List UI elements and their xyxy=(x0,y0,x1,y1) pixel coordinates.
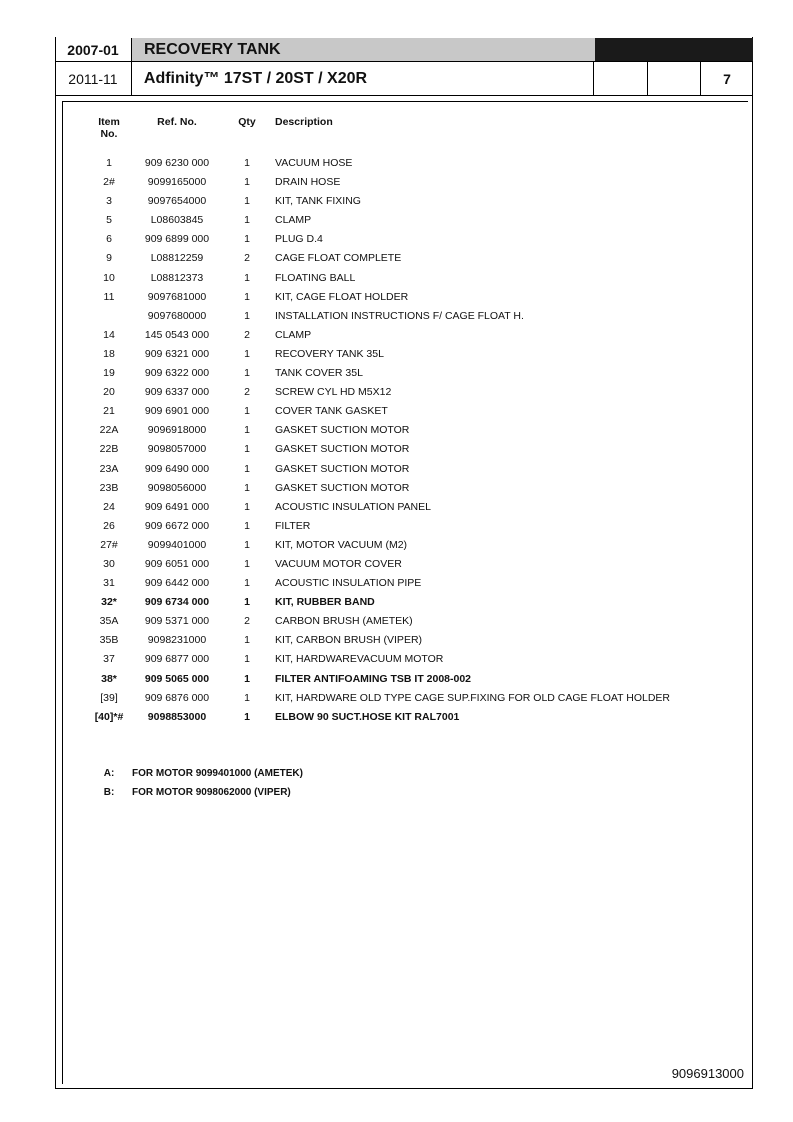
description: CAGE FLOAT COMPLETE xyxy=(275,252,402,265)
item-number: 23B xyxy=(99,481,119,494)
table-row xyxy=(0,634,793,653)
header-row-title xyxy=(55,38,753,61)
ref-number: 909 6877 000 xyxy=(144,653,210,666)
ref-number: 9099165000 xyxy=(147,176,207,189)
description: KIT, TANK FIXING xyxy=(275,195,361,208)
item-number: 35A xyxy=(99,615,119,628)
description: KIT, HARDWARE OLD TYPE CAGE SUP.FIXING FOR OLD CAGE FLOAT HOLDER xyxy=(275,691,670,704)
description: KIT, MOTOR VACUUM (M2) xyxy=(275,538,408,551)
ref-number: 909 6337 000 xyxy=(144,386,210,399)
table-row xyxy=(0,558,793,577)
quantity: 1 xyxy=(244,290,250,303)
item-number: 35B xyxy=(99,634,119,647)
note-text: FOR MOTOR 9098062000 (VIPER) xyxy=(132,787,291,798)
quantity: 2 xyxy=(244,328,250,341)
ref-number: 909 6322 000 xyxy=(144,367,210,380)
ref-number: 909 5371 000 xyxy=(144,615,210,628)
item-number: 14 xyxy=(103,328,115,341)
description: CLAMP xyxy=(275,214,312,227)
table-row xyxy=(0,252,793,271)
ref-number: 909 5065 000 xyxy=(144,672,210,685)
column-header-item-line1: Item xyxy=(98,116,120,128)
ref-number: L08812259 xyxy=(150,252,204,265)
description: CARBON BRUSH (AMETEK) xyxy=(275,615,413,628)
quantity: 1 xyxy=(244,424,250,437)
item-number: 22A xyxy=(99,424,119,437)
table-row xyxy=(0,157,793,176)
description: CLAMP xyxy=(275,328,312,341)
quantity: 1 xyxy=(244,347,250,360)
ref-number: 909 6321 000 xyxy=(144,347,210,360)
ref-number: L08603845 xyxy=(150,214,204,227)
item-number: 18 xyxy=(103,347,115,360)
description: KIT, CAGE FLOAT HOLDER xyxy=(275,290,409,303)
table-row xyxy=(0,577,793,596)
table-row xyxy=(0,310,793,329)
ref-number: 909 6876 000 xyxy=(144,691,210,704)
quantity: 2 xyxy=(244,386,250,399)
description: INSTALLATION INSTRUCTIONS F/ CAGE FLOAT H. xyxy=(275,309,524,322)
column-header-ref: Ref. No. xyxy=(157,116,197,128)
item-number: 3 xyxy=(106,195,112,208)
table-row xyxy=(0,233,793,252)
ref-number: 9098231000 xyxy=(147,634,207,647)
ref-number: 9098057000 xyxy=(147,443,207,456)
ref-number: 145 0543 000 xyxy=(144,328,210,341)
frame-bottom-line xyxy=(55,1088,753,1089)
description: SCREW CYL HD M5X12 xyxy=(275,386,392,399)
ref-number: 9097681000 xyxy=(147,290,207,303)
table-row xyxy=(0,272,793,291)
description: FILTER ANTIFOAMING TSB IT 2008-002 xyxy=(275,672,472,685)
item-number: 20 xyxy=(103,386,115,399)
description: KIT, RUBBER BAND xyxy=(275,596,375,609)
item-number: 23A xyxy=(99,462,119,475)
table-row xyxy=(0,214,793,233)
description: RECOVERY TANK 35L xyxy=(275,347,384,360)
table-row xyxy=(0,596,793,615)
quantity: 1 xyxy=(244,214,250,227)
description: TANK COVER 35L xyxy=(275,367,363,380)
quantity: 1 xyxy=(244,653,250,666)
description: ELBOW 90 SUCT.HOSE KIT RAL7001 xyxy=(275,710,460,723)
notes xyxy=(0,768,793,806)
ref-number: 9098056000 xyxy=(147,481,207,494)
table-row xyxy=(0,482,793,501)
quantity: 1 xyxy=(244,634,250,647)
note-key: B: xyxy=(103,787,115,798)
quantity: 1 xyxy=(244,481,250,494)
quantity: 1 xyxy=(244,557,250,570)
item-number: [39] xyxy=(100,691,118,704)
quantity: 1 xyxy=(244,519,250,532)
quantity: 1 xyxy=(244,367,250,380)
item-number: 26 xyxy=(103,519,115,532)
quantity: 2 xyxy=(244,615,250,628)
page-title: RECOVERY TANK xyxy=(132,38,595,61)
description: FILTER xyxy=(275,519,311,532)
item-number: 38* xyxy=(101,672,117,685)
ref-number: 9096918000 xyxy=(147,424,207,437)
description: GASKET SUCTION MOTOR xyxy=(275,443,410,456)
issue-date: 2007-01 xyxy=(55,38,132,61)
table-row xyxy=(0,386,793,405)
column-header-item-line2: No. xyxy=(100,128,118,140)
item-number: [40]*# xyxy=(94,710,124,723)
quantity: 1 xyxy=(244,500,250,513)
item-number: 32* xyxy=(101,596,117,609)
item-number: 6 xyxy=(106,233,112,246)
ref-number: 909 6490 000 xyxy=(144,462,210,475)
quantity: 1 xyxy=(244,462,250,475)
table-row xyxy=(0,463,793,482)
quantity: 1 xyxy=(244,577,250,590)
ref-number: 909 6230 000 xyxy=(144,157,210,169)
quantity: 1 xyxy=(244,710,250,723)
description: COVER TANK GASKET xyxy=(275,405,388,418)
item-number: 31 xyxy=(103,577,115,590)
quantity: 1 xyxy=(244,596,250,609)
table-row xyxy=(0,367,793,386)
description: ACOUSTIC INSULATION PANEL xyxy=(275,500,431,513)
item-number: 9 xyxy=(106,252,112,265)
item-number: 2# xyxy=(103,176,115,189)
item-number: 10 xyxy=(103,271,115,284)
quantity: 1 xyxy=(244,672,250,685)
item-number: 27# xyxy=(100,538,118,551)
quantity: 1 xyxy=(244,195,250,208)
column-header-description: Description xyxy=(275,116,333,128)
parts-table xyxy=(0,157,793,730)
ref-number: 9099401000 xyxy=(147,538,207,551)
item-number: 11 xyxy=(103,290,115,303)
table-row xyxy=(0,501,793,520)
quantity: 1 xyxy=(244,538,250,551)
note-text: FOR MOTOR 9099401000 (AMETEK) xyxy=(132,768,303,779)
item-number: 37 xyxy=(103,653,115,666)
quantity: 1 xyxy=(244,233,250,246)
description: GASKET SUCTION MOTOR xyxy=(275,481,410,494)
ref-number: 909 6901 000 xyxy=(144,405,210,418)
description: VACUUM MOTOR COVER xyxy=(275,557,402,570)
description: GASKET SUCTION MOTOR xyxy=(275,462,410,475)
quantity: 1 xyxy=(244,176,250,189)
ref-number: 909 6442 000 xyxy=(144,577,210,590)
quantity: 2 xyxy=(244,252,250,265)
quantity: 1 xyxy=(244,157,250,169)
item-number: 30 xyxy=(103,557,115,570)
header-empty-cell xyxy=(648,62,701,95)
description: DRAIN HOSE xyxy=(275,176,341,189)
quantity: 1 xyxy=(244,443,250,456)
table-row xyxy=(0,673,793,692)
column-header-qty: Qty xyxy=(238,116,256,128)
description: VACUUM HOSE xyxy=(275,157,353,169)
ref-number: 909 6899 000 xyxy=(144,233,210,246)
table-row xyxy=(0,405,793,424)
item-number: 24 xyxy=(103,500,115,513)
ref-number: L08812373 xyxy=(150,271,204,284)
header-empty-cell xyxy=(594,62,648,95)
item-number: 19 xyxy=(103,367,115,380)
table-row xyxy=(0,692,793,711)
revision-date: 2011-11 xyxy=(55,62,132,95)
note-row xyxy=(0,768,793,787)
table-row xyxy=(0,711,793,730)
description: PLUG D.4 xyxy=(275,233,323,246)
item-number: 22B xyxy=(99,443,119,456)
description: ACOUSTIC INSULATION PIPE xyxy=(275,577,422,590)
table-row xyxy=(0,653,793,672)
table-row xyxy=(0,348,793,367)
table-row xyxy=(0,329,793,348)
quantity: 1 xyxy=(244,691,250,704)
ref-number: 9097680000 xyxy=(147,309,207,322)
ref-number: 909 6734 000 xyxy=(144,596,210,609)
page-number: 7 xyxy=(723,70,731,87)
description: KIT, CARBON BRUSH (VIPER) xyxy=(275,634,423,647)
model-name: Adfinity™ 17ST / 20ST / X20R xyxy=(132,62,594,95)
ref-number: 9098853000 xyxy=(147,710,207,723)
note-key: A: xyxy=(103,768,115,779)
column-header-item xyxy=(86,116,132,140)
quantity: 1 xyxy=(244,271,250,284)
ref-number: 909 6051 000 xyxy=(144,557,210,570)
table-row xyxy=(0,539,793,558)
description: KIT, HARDWAREVACUUM MOTOR xyxy=(275,653,444,666)
document-number: 9096913000 xyxy=(671,1066,744,1081)
note-row xyxy=(0,787,793,806)
table-row xyxy=(0,520,793,539)
description: FLOATING BALL xyxy=(275,271,356,284)
item-number: 1 xyxy=(106,157,112,169)
item-number: 21 xyxy=(103,405,115,418)
ref-number: 909 6672 000 xyxy=(144,519,210,532)
ref-number: 909 6491 000 xyxy=(144,500,210,513)
quantity: 1 xyxy=(244,309,250,322)
table-row xyxy=(0,615,793,634)
ref-number: 9097654000 xyxy=(147,195,207,208)
header-black-block xyxy=(595,38,753,61)
description: GASKET SUCTION MOTOR xyxy=(275,424,410,437)
table-row xyxy=(0,195,793,214)
table-row xyxy=(0,176,793,195)
header-row-model xyxy=(55,61,753,96)
table-row xyxy=(0,291,793,310)
quantity: 1 xyxy=(244,405,250,418)
table-row xyxy=(0,443,793,462)
table-row xyxy=(0,424,793,443)
item-number: 5 xyxy=(106,214,112,227)
